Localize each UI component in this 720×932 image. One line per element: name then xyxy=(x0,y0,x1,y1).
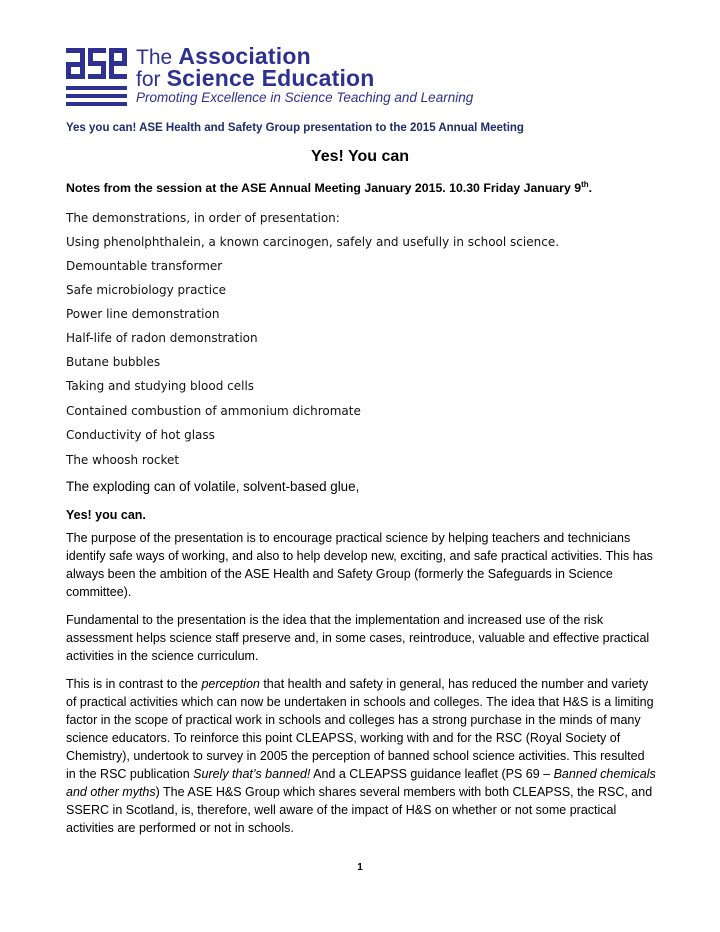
demonstrations-intro: The demonstrations, in order of presentation: xyxy=(66,211,340,225)
demonstration-item: Demountable transformer xyxy=(66,259,223,273)
ase-logo-mark xyxy=(66,44,128,106)
document-title: Yes! You can xyxy=(310,148,410,165)
paragraph-contrast xyxy=(66,675,656,837)
logo-science-education: Science Education xyxy=(166,65,375,91)
ase-logo xyxy=(66,44,476,108)
para3-emphasis-perception: perception xyxy=(201,677,260,691)
demonstration-item: The whoosh rocket xyxy=(66,453,180,467)
notes-trailing: . xyxy=(588,181,593,196)
logo-line-2 xyxy=(136,66,375,92)
yes-you-can-heading: Yes! you can. xyxy=(66,508,146,522)
logo-tagline: Promoting Excellence in Science Teaching and Learning xyxy=(136,90,474,105)
logo-prefix-the: The xyxy=(136,46,173,69)
para3-leaflet-title: Banned chemicals and other myths xyxy=(66,767,656,799)
demonstration-item: Safe microbiology practice xyxy=(66,283,227,297)
demonstration-item: Contained combustion of ammonium dichromate xyxy=(66,404,361,418)
page-number: 1 xyxy=(357,862,363,873)
demonstration-item: Conductivity of hot glass xyxy=(66,428,215,442)
logo-prefix-for: for xyxy=(136,68,161,91)
demonstration-item: Half-life of radon demonstration xyxy=(66,331,258,345)
exploding-can-item: The exploding can of volatile, solvent-based glue, xyxy=(66,479,360,494)
logo-association: Association xyxy=(178,43,311,69)
paragraph-purpose: The purpose of the presentation is to encourage practical science by helping teachers and technicians identify safe ways of working, and also to help develop new, exciting, and safe practical activities. This has always been the ambition of the ASE Health and Safety Group (formerly the Safeguards in Science committee). xyxy=(66,531,653,599)
para3-text-4: ) The ASE H&S Group which shares several members with both CLEAPSS, the RSC, and SSERC in Scotland, is, therefore, well aware of the impact of H&S on whether or not some practical activities are performed or not in schools. xyxy=(66,785,653,835)
header-line: Yes you can! ASE Health and Safety Group presentation to the 2015 Annual Meeting xyxy=(66,122,524,134)
demonstration-item: Butane bubbles xyxy=(66,355,161,369)
demonstration-item: Using phenolphthalein, a known carcinogen, safely and usefully in school science. xyxy=(66,235,560,249)
session-notes-heading xyxy=(66,180,592,195)
demonstration-item: Power line demonstration xyxy=(66,307,220,321)
demonstration-item: Taking and studying blood cells xyxy=(66,379,255,393)
para3-publication-title: Surely that’s banned! xyxy=(193,767,311,781)
para3-text-1: This is in contrast to the xyxy=(66,677,202,691)
paragraph-fundamental: Fundamental to the presentation is the idea that the implementation and increased use of the risk assessment helps science staff preserve and, in some cases, reintroduce, valuable and effective practical activities in the science curriculum. xyxy=(66,613,650,663)
notes-superscript: th xyxy=(581,180,589,189)
para3-text-3: And a CLEAPSS guidance leaflet (PS 69 – xyxy=(310,767,554,781)
notes-text: Notes from the session at the ASE Annual Meeting January 2015. 10.30 Friday January 9 xyxy=(66,181,582,196)
para3-text-2: that health and safety in general, has reduced the number and variety of practical activities which can now be undertaken in schools and colleges. The idea that H&S is a limiting factor in the scope of practical work in schools and colleges has a strong purchase in the minds of many science educators. To reinforce this point CLEAPSS, working with and for the RSC (Royal Society of Chemistry), undertook to survey in 2005 the perception of banned school science activities. This resulted in the RSC publication xyxy=(66,677,654,781)
